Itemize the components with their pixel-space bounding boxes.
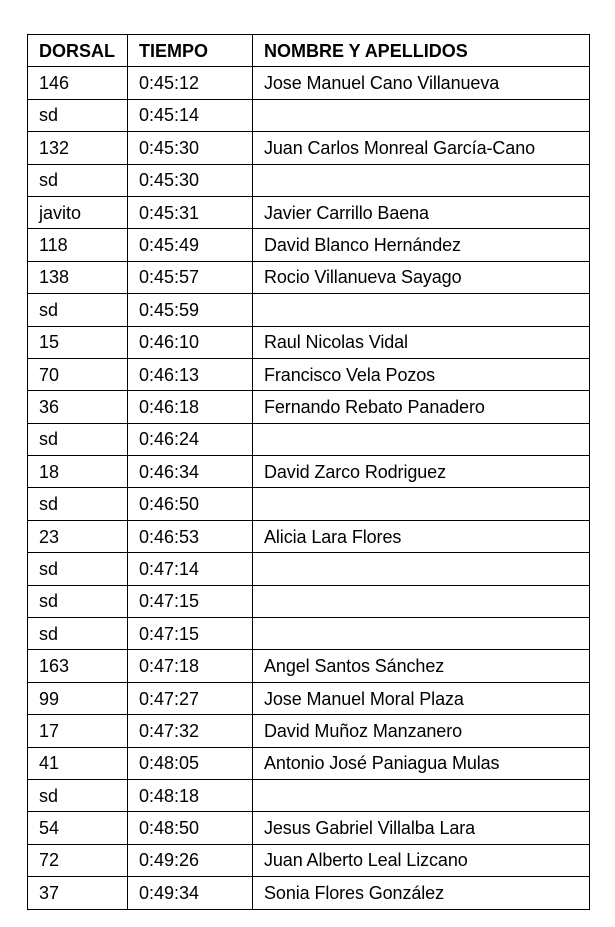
table-row	[28, 779, 590, 811]
header-tiempo: TIEMPO	[128, 35, 253, 67]
table-row	[28, 164, 590, 196]
time-cell: 0:48:18	[128, 779, 253, 811]
results-table	[27, 34, 590, 910]
time-cell: 0:45:14	[128, 99, 253, 131]
dorsal-cell: 70	[28, 358, 128, 390]
name-cell: Angel Santos Sánchez	[253, 650, 590, 682]
time-cell: 0:47:15	[128, 585, 253, 617]
dorsal-cell: 99	[28, 682, 128, 714]
name-cell	[253, 618, 590, 650]
time-cell: 0:45:31	[128, 196, 253, 228]
dorsal-cell: sd	[28, 99, 128, 131]
dorsal-cell: 41	[28, 747, 128, 779]
dorsal-cell: 54	[28, 812, 128, 844]
dorsal-cell: 15	[28, 326, 128, 358]
name-cell	[253, 423, 590, 455]
time-cell: 0:46:18	[128, 391, 253, 423]
table-row	[28, 650, 590, 682]
time-cell: 0:46:34	[128, 456, 253, 488]
header-nombre: NOMBRE Y APELLIDOS	[253, 35, 590, 67]
table-row	[28, 520, 590, 552]
dorsal-cell: sd	[28, 618, 128, 650]
dorsal-cell: sd	[28, 779, 128, 811]
dorsal-cell: sd	[28, 164, 128, 196]
table-row	[28, 877, 590, 909]
table-row	[28, 747, 590, 779]
name-cell	[253, 488, 590, 520]
dorsal-cell: 23	[28, 520, 128, 552]
time-cell: 0:47:15	[128, 618, 253, 650]
table-row	[28, 456, 590, 488]
dorsal-cell: sd	[28, 553, 128, 585]
table-row	[28, 229, 590, 261]
table-row	[28, 391, 590, 423]
dorsal-cell: javito	[28, 196, 128, 228]
table-row	[28, 618, 590, 650]
time-cell: 0:45:57	[128, 261, 253, 293]
table-row	[28, 132, 590, 164]
time-cell: 0:45:12	[128, 67, 253, 99]
name-cell: David Blanco Hernández	[253, 229, 590, 261]
name-cell: Fernando Rebato Panadero	[253, 391, 590, 423]
name-cell: Jose Manuel Cano Villanueva	[253, 67, 590, 99]
time-cell: 0:45:30	[128, 132, 253, 164]
name-cell	[253, 553, 590, 585]
time-cell: 0:48:05	[128, 747, 253, 779]
name-cell: Jose Manuel Moral Plaza	[253, 682, 590, 714]
table-row	[28, 553, 590, 585]
table-row	[28, 294, 590, 326]
dorsal-cell: sd	[28, 294, 128, 326]
table-row	[28, 196, 590, 228]
dorsal-cell: 37	[28, 877, 128, 909]
dorsal-cell: 138	[28, 261, 128, 293]
time-cell: 0:46:24	[128, 423, 253, 455]
dorsal-cell: 163	[28, 650, 128, 682]
time-cell: 0:47:27	[128, 682, 253, 714]
dorsal-cell: 72	[28, 844, 128, 876]
name-cell: Juan Alberto Leal Lizcano	[253, 844, 590, 876]
time-cell: 0:47:18	[128, 650, 253, 682]
dorsal-cell: sd	[28, 585, 128, 617]
time-cell: 0:46:53	[128, 520, 253, 552]
header-dorsal: DORSAL	[28, 35, 128, 67]
table-row	[28, 682, 590, 714]
name-cell: Rocio Villanueva Sayago	[253, 261, 590, 293]
name-cell	[253, 585, 590, 617]
dorsal-cell: 18	[28, 456, 128, 488]
table-row	[28, 488, 590, 520]
dorsal-cell: 132	[28, 132, 128, 164]
name-cell: Javier Carrillo Baena	[253, 196, 590, 228]
table-row	[28, 326, 590, 358]
time-cell: 0:45:30	[128, 164, 253, 196]
name-cell	[253, 294, 590, 326]
dorsal-cell: sd	[28, 488, 128, 520]
table-row	[28, 358, 590, 390]
dorsal-cell: sd	[28, 423, 128, 455]
time-cell: 0:49:34	[128, 877, 253, 909]
time-cell: 0:45:49	[128, 229, 253, 261]
table-row	[28, 812, 590, 844]
name-cell: Raul Nicolas Vidal	[253, 326, 590, 358]
header-row	[28, 35, 590, 67]
table-row	[28, 261, 590, 293]
results-body	[28, 67, 590, 909]
name-cell: Alicia Lara Flores	[253, 520, 590, 552]
name-cell: David Zarco Rodriguez	[253, 456, 590, 488]
name-cell	[253, 164, 590, 196]
time-cell: 0:46:10	[128, 326, 253, 358]
time-cell: 0:49:26	[128, 844, 253, 876]
name-cell: Jesus Gabriel Villalba Lara	[253, 812, 590, 844]
dorsal-cell: 36	[28, 391, 128, 423]
time-cell: 0:45:59	[128, 294, 253, 326]
name-cell: Francisco Vela Pozos	[253, 358, 590, 390]
name-cell	[253, 779, 590, 811]
table-row	[28, 99, 590, 131]
name-cell: David Muñoz Manzanero	[253, 715, 590, 747]
dorsal-cell: 146	[28, 67, 128, 99]
dorsal-cell: 17	[28, 715, 128, 747]
time-cell: 0:47:14	[128, 553, 253, 585]
table-row	[28, 844, 590, 876]
dorsal-cell: 118	[28, 229, 128, 261]
time-cell: 0:47:32	[128, 715, 253, 747]
table-row	[28, 67, 590, 99]
name-cell: Juan Carlos Monreal García-Cano	[253, 132, 590, 164]
name-cell: Antonio José Paniagua Mulas	[253, 747, 590, 779]
time-cell: 0:46:50	[128, 488, 253, 520]
name-cell	[253, 99, 590, 131]
time-cell: 0:46:13	[128, 358, 253, 390]
table-row	[28, 423, 590, 455]
time-cell: 0:48:50	[128, 812, 253, 844]
table-row	[28, 585, 590, 617]
table-row	[28, 715, 590, 747]
name-cell: Sonia Flores González	[253, 877, 590, 909]
